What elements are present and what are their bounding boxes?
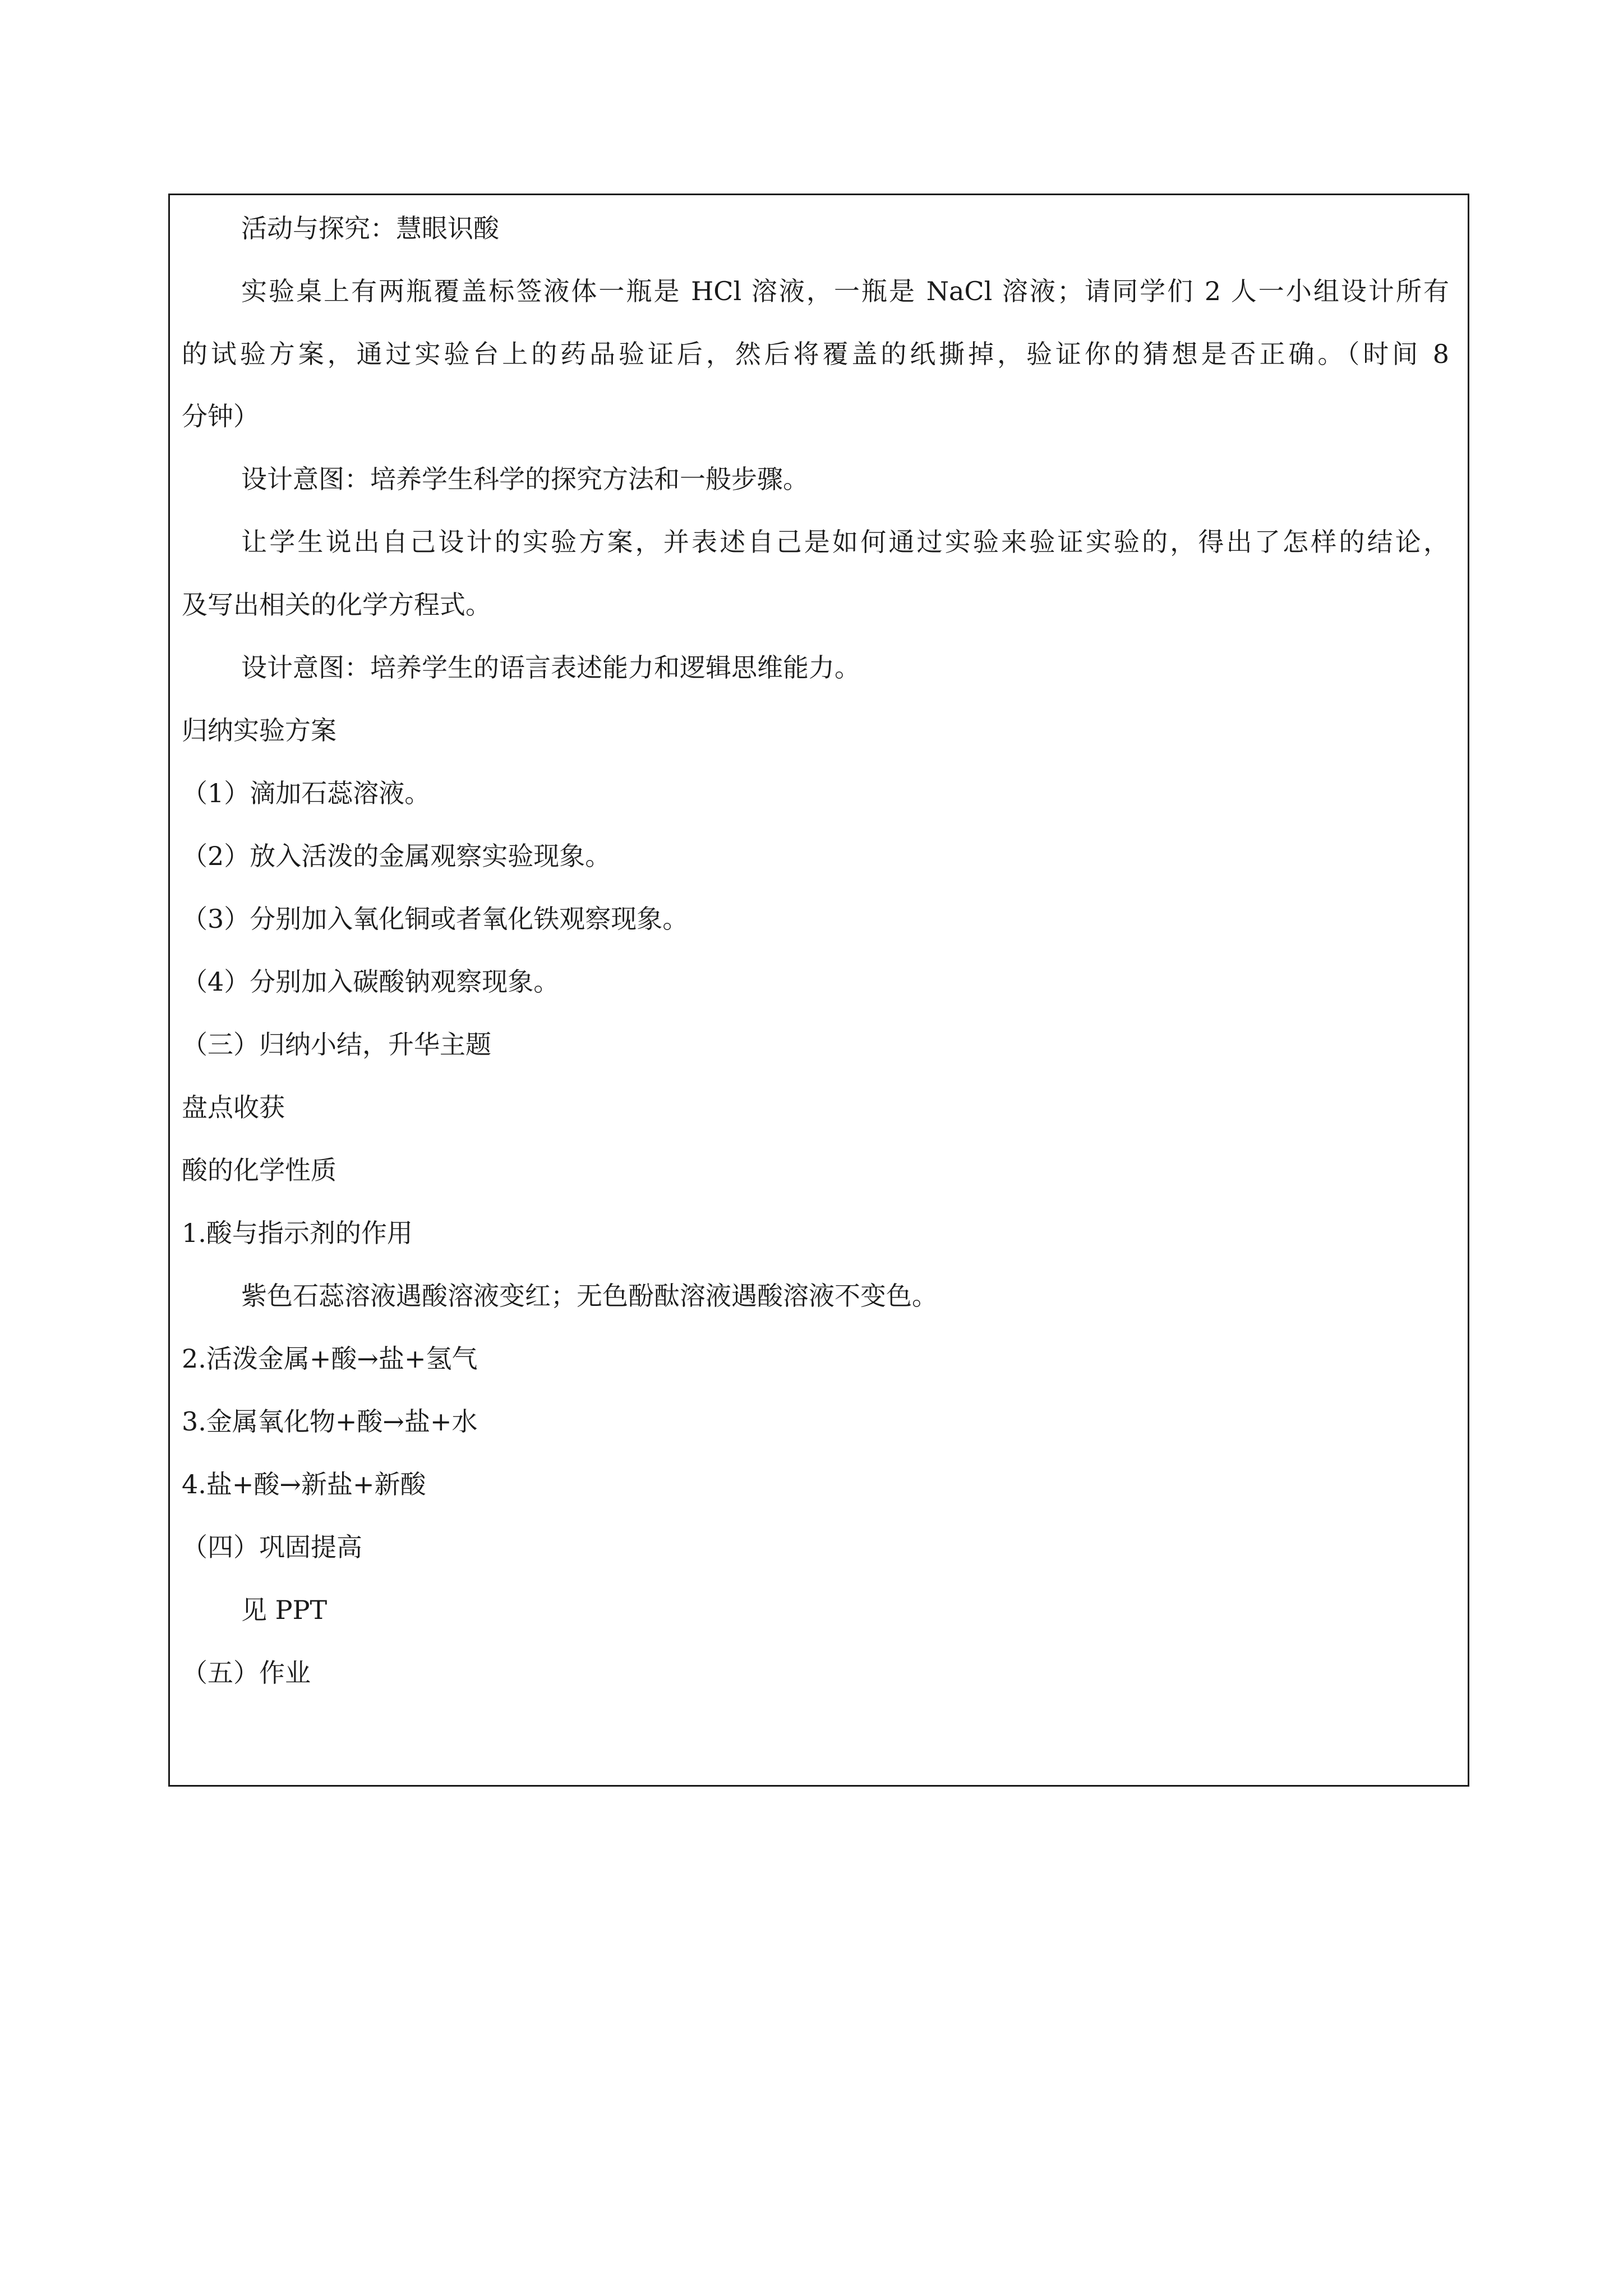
plan-item-1: （1）滴加石蕊溶液。 [182,778,431,808]
activity-description-line-3: 分钟） [182,401,259,431]
property-1-detail: 紫色石蕊溶液遇酸溶液变红；无色酚酞溶液遇酸溶液不变色。 [241,1281,938,1311]
activity-description-line-2: 的试验方案，通过实验台上的药品验证后，然后将覆盖的纸撕掉，验证你的猜想是否正确。（时间 8 [182,339,1449,369]
plan-item-4: （4）分别加入碳酸钠观察现象。 [182,967,560,997]
student-task-line-2: 及写出相关的化学方程式。 [182,590,491,620]
section-heading-homework: （五）作业 [182,1658,311,1688]
activity-heading: 活动与探究：慧眼识酸 [241,213,499,243]
property-4: 4.盐+酸→新盐+新酸 [182,1469,426,1499]
see-ppt: 见 PPT [241,1595,328,1625]
section-heading-consolidate: （四）巩固提高 [182,1532,362,1562]
design-intent-2: 设计意图：培养学生的语言表述能力和逻辑思维能力。 [241,652,860,683]
subheading-acid-properties: 酸的化学性质 [182,1155,336,1185]
student-task-line-1: 让学生说出自己设计的实验方案，并表述自己是如何通过实验来验证实验的，得出了怎样的结论， [241,527,1449,557]
subheading-gains: 盘点收获 [182,1092,285,1122]
activity-description-line-1: 实验桌上有两瓶覆盖标签液体一瓶是 HCl 溶液，一瓶是 NaCl 溶液；请同学们 2 人一小组设计所有 [241,276,1449,306]
property-3: 3.金属氧化物+酸→盐+水 [182,1406,478,1437]
section-heading-summary: （三）归纳小结，升华主题 [182,1029,491,1060]
plan-item-3: （3）分别加入氧化铜或者氧化铁观察现象。 [182,904,689,934]
property-1: 1.酸与指示剂的作用 [182,1218,413,1248]
plan-item-2: （2）放入活泼的金属观察实验现象。 [182,841,611,871]
design-intent-1: 设计意图：培养学生科学的探究方法和一般步骤。 [241,464,809,494]
section-heading-plans: 归纳实验方案 [182,715,336,746]
property-2: 2.活泼金属+酸→盐+氢气 [182,1343,478,1374]
